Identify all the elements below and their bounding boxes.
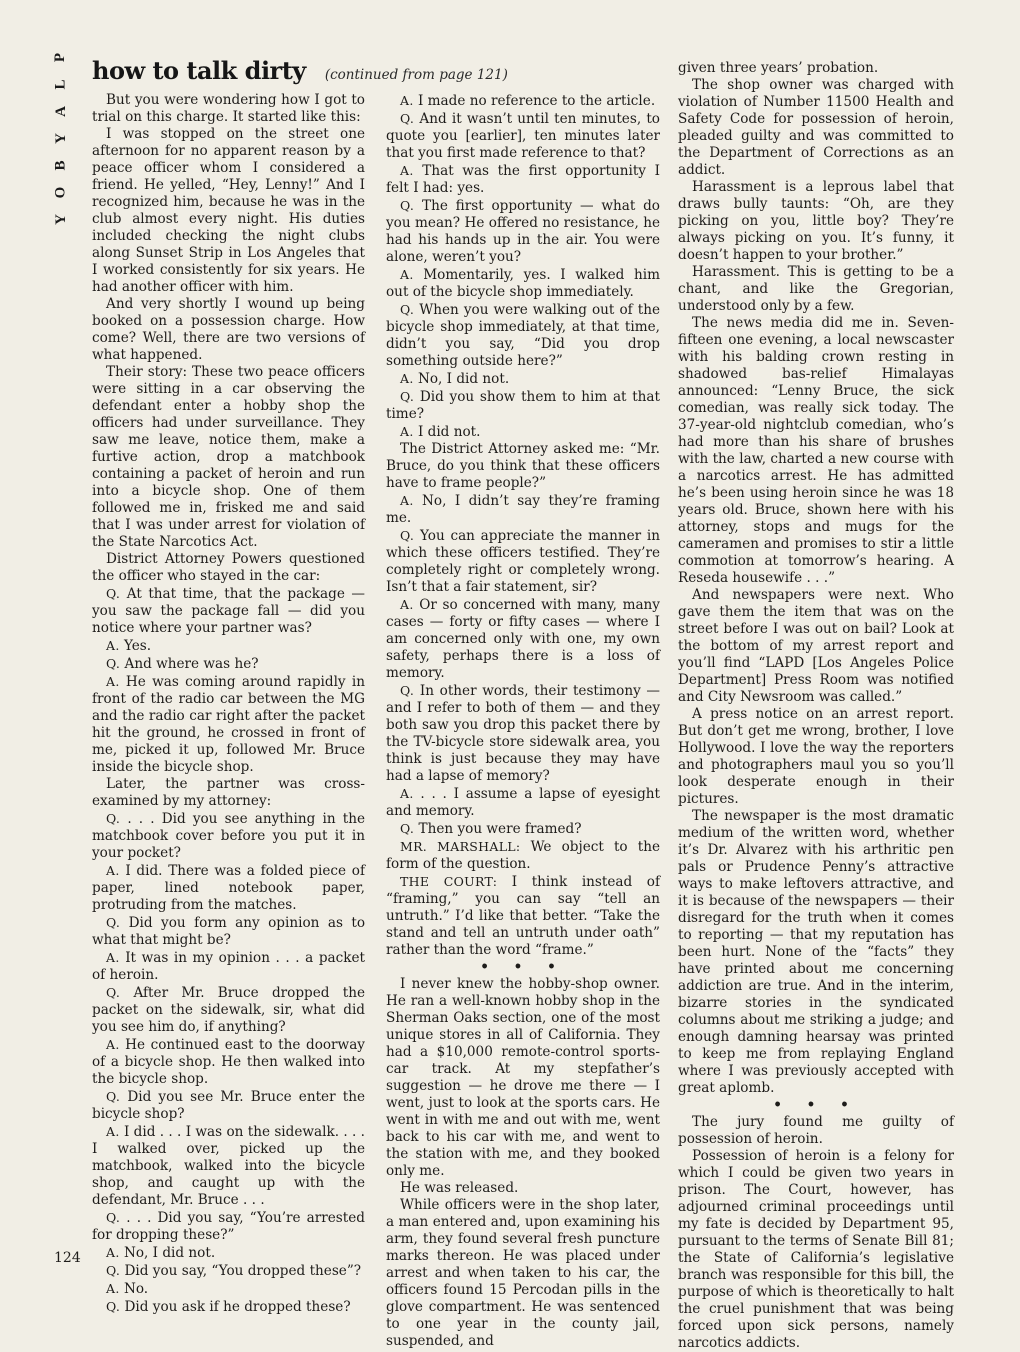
paragraph-text: Harassment. This is getting to be a chant, and like the Gregorian, understood only by a few. <box>678 264 954 314</box>
testimony-line <box>386 596 660 682</box>
text-column-1 <box>92 92 365 1316</box>
testimony-line <box>92 1298 365 1316</box>
paragraph-text: Momentarily, yes. I walked him out of the bicycle shop immediately. <box>386 267 660 300</box>
section-break: • • • <box>773 1097 859 1113</box>
paragraph-text: District Attorney Powers questioned the officer who stayed in the car: <box>92 551 365 584</box>
paragraph-text: Or so concerned with many, many cases — forty or fifty cases — where I am concerned only with one, my own safety, perhaps there is a loss of memory. <box>386 597 660 681</box>
testimony-line <box>386 388 660 423</box>
paragraph-text: I think instead of “framing,” you can say “tell an untruth.” I’d like that better. “Take the stand and tell an untruth under oath” rather than the word “frame.” <box>386 874 660 958</box>
paragraph-text: Then you were framed? <box>418 821 582 837</box>
speaker-label: A. <box>400 493 414 508</box>
paragraph <box>386 976 660 1180</box>
testimony-line <box>92 585 365 637</box>
text-column-3 <box>678 60 954 1352</box>
paragraph-text: No, I did not. <box>123 1245 216 1261</box>
side-mark-letter: O <box>52 186 69 199</box>
speaker-label: Q. <box>400 111 415 126</box>
paragraph <box>678 60 954 77</box>
paragraph <box>678 1114 954 1148</box>
paragraph <box>92 364 365 551</box>
speaker-label: A. <box>106 1245 120 1260</box>
paragraph-text: Did you show them to him at that time? <box>386 389 660 422</box>
speaker-label: A. <box>400 597 414 612</box>
paragraph <box>92 776 365 810</box>
paragraph-text: I was stopped on the street one afternoon for no apparent reason by a peace officer whom I considered a friend. He yelled, “Hey, Lenny!” And I recognized him, because he was in the club almost every night. His duties included checking the night clubs along Sunset Strip in Los Angeles that I worked consistently for six years. He had another officer with him. <box>92 126 365 295</box>
speaker-label: Q. <box>400 389 415 404</box>
side-mark-letter: A <box>52 106 69 117</box>
paragraph-text: And very shortly I wound up being booked on a possession charge. How come? Well, there are two versions of what happened. <box>92 296 365 363</box>
speaker-label: A. <box>106 1281 120 1296</box>
paragraph-text: . . . I assume a lapse of eyesight and memory. <box>386 786 661 819</box>
article-title: how to talk dirty <box>92 56 306 85</box>
speaker-label: A. <box>400 267 414 282</box>
paragraph <box>386 441 660 492</box>
testimony-line <box>386 370 660 388</box>
paragraph-text: given three years’ probation. <box>678 60 879 76</box>
testimony-line <box>92 914 365 949</box>
paragraph-text: Their story: These two peace officers were sitting in a car observing the defendant enter a hobby shop the officers had under surveillance. They saw me leave, notice them, make a furtive action, drop a matchbook containing a packet of heroin and run into a bicycle shop. One of them followed me in, frisked me and said that I was under arrest for violation of the State Narcotics Act. <box>92 364 365 550</box>
paragraph <box>678 1148 954 1352</box>
paragraph-text: And newspapers were next. Who gave them the item that was on the street before I was out on bail? Look at the bottom of my arrest report and you’ll find “LAPD [Los Angeles Police Department] Press Room was notified and City Newsroom was called.” <box>678 587 954 705</box>
side-mark-letter: Y <box>52 214 69 225</box>
speaker-label: A. <box>400 424 414 439</box>
paragraph <box>386 1180 660 1197</box>
paragraph-text: And where was he? <box>124 656 259 672</box>
testimony-line <box>92 810 365 862</box>
paragraph-text: Yes. <box>123 638 152 654</box>
paragraph-text: Did you say, “You dropped these”? <box>124 1263 362 1279</box>
speaker-label: Q. <box>106 1210 121 1225</box>
paragraph-text: I did. There was a folded piece of paper, lined notebook paper, protruding from the matches. <box>92 863 365 913</box>
paragraph <box>678 77 954 179</box>
paragraph <box>678 808 954 1097</box>
paragraph-text: While officers were in the shop later, a man entered and, upon examining his arm, they found several fresh puncture marks thereon. He was placed under arrest and when taken to his car, the officers found 15 Percodan pills in the glove compartment. He was sentenced to one year in the county jail, suspended, and <box>386 1197 660 1349</box>
paragraph-text: No. <box>123 1281 149 1297</box>
testimony-line <box>386 820 660 838</box>
testimony-line <box>386 197 660 266</box>
paragraph <box>678 264 954 315</box>
paragraph-text: . . . Did you see anything in the matchbook cover before you put it in your pocket? <box>92 811 365 861</box>
paragraph-text: No, I didn’t say they’re framing me. <box>386 493 660 526</box>
paragraph-text: After Mr. Bruce dropped the packet on the sidewalk, sir, what did you see him do, if anything? <box>92 985 365 1035</box>
paragraph-text: But you were wondering how I got to trial on this charge. It started like this: <box>92 92 365 125</box>
speaker-label: A. <box>106 863 120 878</box>
paragraph-text: . . . Did you say, “You’re arrested for dropping these?” <box>92 1210 365 1243</box>
section-break: • • • <box>480 959 566 975</box>
paragraph-text: He was coming around rapidly in front of the radio car between the MG and the radio car right after the packet hit the ground, he crossed in front of me, picked it up, followed Mr. Bruce inside the bicycle shop. <box>92 674 366 775</box>
testimony-line <box>92 1123 365 1209</box>
paragraph-text: I made no reference to the article. <box>417 93 656 109</box>
paragraph-text: When you were walking out of the bicycle shop immediately, at that time, didn’t you say, “Did you drop something outside here?” <box>386 302 660 369</box>
testimony-line <box>92 673 365 776</box>
speaker-label: A. <box>106 1037 120 1052</box>
paragraph-text: Later, the partner was cross-examined by my attorney: <box>92 776 365 809</box>
speaker-label: Q. <box>106 1263 121 1278</box>
side-mark-letter: L <box>52 79 69 90</box>
testimony-line <box>386 838 660 873</box>
testimony-line <box>386 873 660 959</box>
side-mark-letter: Y <box>52 133 69 144</box>
testimony-line <box>92 1088 365 1123</box>
paragraph-text: The jury found me guilty of possession of heroin. <box>678 1114 954 1147</box>
testimony-line <box>92 1209 365 1244</box>
testimony-line <box>386 527 660 596</box>
speaker-label: Q. <box>400 821 415 836</box>
paragraph-text: I did . . . I was on the sidewalk. . . . I walked over, picked up the matchbook, walked into the bicycle shop, and caught up with the defendant, Mr. Bruce . . . <box>92 1124 366 1208</box>
paragraph-text: He continued east to the doorway of a bicycle shop. He then walked into the bicycle shop. <box>92 1037 365 1087</box>
magazine-side-mark <box>48 50 74 227</box>
paragraph <box>92 296 365 364</box>
speaker-label: Q. <box>106 656 121 671</box>
speaker-label: Q. <box>106 811 121 826</box>
speaker-label: A. <box>106 950 120 965</box>
side-mark-letter: B <box>52 160 69 171</box>
paragraph <box>678 315 954 587</box>
paragraph-text: That was the first opportunity I felt I had: yes. <box>386 163 660 196</box>
paragraph <box>92 126 365 296</box>
speaker-label: A. <box>106 1124 120 1139</box>
paragraph-text: Harassment is a leprous label that draws bully taunts: “Oh, are they picking on you, little boy? They’re always picking on you. It’s funny, it doesn’t happen to your brother.” <box>678 179 954 263</box>
paragraph <box>678 587 954 706</box>
testimony-line <box>92 637 365 655</box>
speaker-label: A. <box>400 786 414 801</box>
paragraph-text: At that time, that the package — you saw the package fall — did you notice where your partner was? <box>92 586 366 636</box>
speaker-label: Q. <box>400 198 415 213</box>
testimony-line <box>386 301 660 370</box>
paragraph <box>386 1197 660 1350</box>
paragraph-text: We object to the form of the question. <box>386 839 660 872</box>
paragraph-text: In other words, their testimony — and I refer to both of them — and they both saw you drop this packet there by the TV-bicycle store sidewalk area, you think is just because they may have had a lapse of memory? <box>386 683 660 784</box>
article-header <box>92 56 508 85</box>
speaker-label: A. <box>400 371 414 386</box>
paragraph-text: The first opportunity — what do you mean? He offered no resistance, he had his hands up in the air. You were alone, weren’t you? <box>386 198 660 265</box>
text-column-2 <box>386 92 660 1350</box>
paragraph-text: The District Attorney asked me: “Mr. Bruce, do you think that these officers have to frame people?” <box>386 441 660 491</box>
speaker-label: Q. <box>400 528 415 543</box>
page-number: 124 <box>54 1250 81 1266</box>
testimony-line <box>386 266 660 301</box>
speaker-label: A. <box>400 93 414 108</box>
speaker-label: Q. <box>106 915 121 930</box>
paragraph <box>92 92 365 126</box>
speaker-label: A. <box>106 638 120 653</box>
paragraph-text: The news media did me in. Seven-fifteen one evening, a local newscaster with his balding crown resting in shadowed bas-relief Himalayas announced: “Lenny Bruce, the sick comedian, was really sick today. The 37-year-old nightclub comedian, who’s had more than his share of brushes with the law, charted a new course with a narcotics arrest. He has admitted he’s been using heroin since he was 18 years old. Bruce, shown here with his attorney, stops and mugs for the cameramen and promises to stir a little commotion at tomorrow’s hearing. A Reseda housewife . . .” <box>678 315 954 586</box>
speaker-label: Q. <box>106 1089 121 1104</box>
testimony-line <box>92 984 365 1036</box>
speaker-label: Q. <box>106 985 121 1000</box>
paragraph <box>678 706 954 808</box>
speaker-label: MR. MARSHALL: <box>400 839 521 854</box>
paragraph-text: I did not. <box>417 424 481 440</box>
speaker-label: Q. <box>400 683 415 698</box>
paragraph-text: He was released. <box>400 1180 519 1196</box>
testimony-line <box>92 949 365 984</box>
testimony-line <box>386 162 660 197</box>
testimony-line <box>386 92 660 110</box>
paragraph-text: Did you ask if he dropped these? <box>124 1299 351 1315</box>
testimony-line <box>386 785 660 820</box>
testimony-line <box>92 862 365 914</box>
testimony-line <box>386 110 660 162</box>
testimony-line <box>92 1036 365 1088</box>
speaker-label: A. <box>106 674 120 689</box>
paragraph-text: And it wasn’t until ten minutes, to quote you [earlier], ten minutes later that you first made reference to that? <box>386 111 660 161</box>
testimony-line <box>386 423 660 441</box>
paragraph-text: It was in my opinion . . . a packet of heroin. <box>92 950 365 983</box>
paragraph-text: No, I did not. <box>417 371 510 387</box>
testimony-line <box>92 1244 365 1262</box>
speaker-label: THE COURT: <box>400 874 498 889</box>
side-mark-letter: P <box>52 52 69 63</box>
speaker-label: Q. <box>106 1299 121 1314</box>
paragraph-text: Possession of heroin is a felony for which I could be given two years in prison. The Court, however, has adjourned criminal proceedings until my fate is decided by Department 95, pursuant to the terms of Senate Bill 81; the State of California’s legislative branch was responsible for this bill, the purpose of which is theoretically to halt the cruel punishment that was being forced upon sick persons, namely narcotics addicts. <box>678 1148 954 1351</box>
testimony-line <box>92 1280 365 1298</box>
speaker-label: Q. <box>106 586 121 601</box>
speaker-label: Q. <box>400 302 415 317</box>
paragraph-text: Did you see Mr. Bruce enter the bicycle shop? <box>92 1089 365 1122</box>
testimony-line <box>92 1262 365 1280</box>
speaker-label: A. <box>400 163 414 178</box>
testimony-line <box>92 655 365 673</box>
paragraph-text: I never knew the hobby-shop owner. He ran a well-known hobby shop in the Sherman Oaks section, one of the most unique stores in all of California. They had a $10,000 remote-control sports-car track. At my stepfather’s suggestion — he drove me there — I went, just to look at the sports cars. He went in with me and out with me, went back to his car with me, and went to the station with me, and they booked only me. <box>386 976 660 1179</box>
paragraph-text: The newspaper is the most dramatic medium of the written word, whether it’s Dr. Alvarez with his arthritic pen pals or Prudence Penny’s attractive ways to make leftovers attractive, and it is because of the newspapers — their disregard for the truth when it comes to reporting — that my reputation has been hurt. None of the “facts” they have printed about me concerning addiction are true. And in the interim, bizarre stories in the syndicated columns about me striking a judge; and enough damning hearsay was printed to keep me from replaying England where I was previously accepted with great aplomb. <box>678 808 954 1096</box>
testimony-line <box>386 492 660 527</box>
paragraph <box>678 179 954 264</box>
paragraph-text: The shop owner was charged with violation of Number 11500 Health and Safety Code for possession of heroin, pleaded guilty and was committed to the Department of Corrections as an addict. <box>678 77 954 178</box>
continued-note: (continued from page 121) <box>324 67 508 83</box>
paragraph <box>92 551 365 585</box>
testimony-line <box>386 682 660 785</box>
paragraph-text: A press notice on an arrest report. But don’t get me wrong, brother, I love Hollywood. I love the way the reporters and photographers maul you so you’ll look desperate enough in their pictures. <box>678 706 954 807</box>
paragraph-text: You can appreciate the manner in which these officers testified. They’re completely right or completely wrong. Isn’t that a fair statement, sir? <box>386 528 660 595</box>
paragraph-text: Did you form any opinion as to what that might be? <box>92 915 366 948</box>
